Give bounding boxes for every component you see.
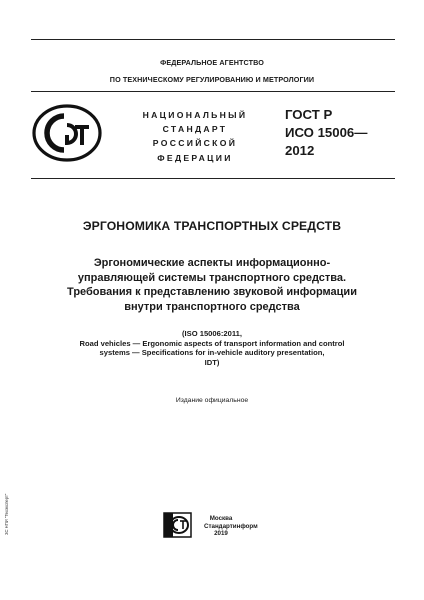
standard-designation: [285, 106, 367, 160]
standard-type-line: НАЦИОНАЛЬНЫЙ: [142, 110, 248, 120]
publisher-block: [204, 515, 258, 538]
top-rule: [31, 39, 395, 40]
publisher-name: Стандартинформ: [204, 522, 258, 530]
gost-r-logo-icon: [31, 103, 103, 163]
subtitle-line: внутри транспортного средства: [124, 300, 300, 313]
publisher-city: Москва: [209, 515, 233, 522]
iso-line: (ISO 15006:2011,: [182, 329, 242, 338]
iso-line: IDT): [204, 357, 220, 367]
agency-line-1: ФЕДЕРАЛЬНОЕ АГЕНТСТВО: [160, 58, 264, 67]
designation-line: ГОСТ Р: [285, 107, 333, 122]
subtitle-line: Эргономические аспекты информационно-: [93, 257, 331, 269]
header-rule: [31, 91, 395, 92]
designation-line: ИСО 15006—: [285, 125, 368, 140]
publisher-year: 2019: [214, 530, 228, 537]
standartinform-logo-icon: [163, 512, 192, 538]
logo-rule: [31, 178, 395, 179]
subtitle-line: управляющей системы транспортного средства.: [77, 271, 347, 284]
standard-type-line: ФЕДЕРАЦИИ: [157, 152, 233, 163]
document-title: ЭРГОНОМИКА ТРАНСПОРТНЫХ СРЕДСТВ: [82, 219, 342, 233]
designation-line: 2012: [285, 143, 315, 158]
iso-line: Road vehicles — Ergonomic aspects of transport information and control: [79, 338, 345, 348]
agency-line-2: ПО ТЕХНИЧЕСКОМУ РЕГУЛИРОВАНИЮ И МЕТРОЛОГИИ: [109, 75, 315, 84]
document-subtitle: [30, 256, 394, 314]
standard-type-block: [140, 108, 250, 165]
side-watermark: ЗС НПИ "Техэксперт": [4, 493, 9, 535]
iso-reference: [50, 329, 374, 367]
iso-line: systems — Specifications for in-vehicle auditory presentation,: [99, 348, 325, 358]
edition-label: Издание официальное: [175, 397, 249, 404]
standard-type-line: СТАНДАРТ: [162, 124, 228, 135]
standard-type-line: РОССИЙСКОЙ: [152, 138, 238, 149]
subtitle-line: Требования к представлению звуковой информации: [67, 286, 357, 298]
